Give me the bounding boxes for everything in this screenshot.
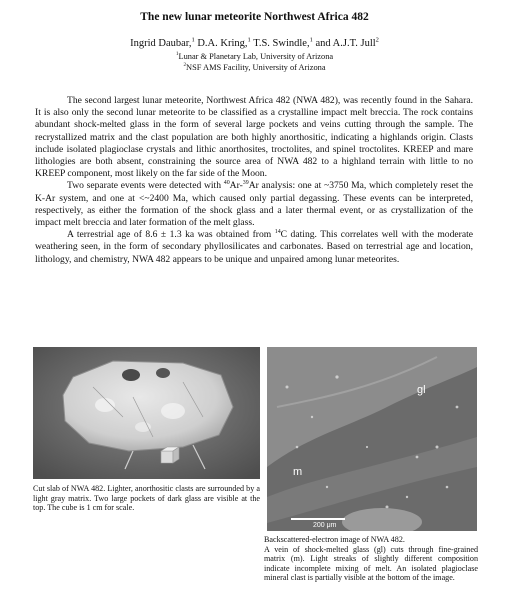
figure-1-caption: Cut slab of NWA 482. Lighter, anorthositic clasts are surrounded by a light gray matrix. Two large pockets of dark glass are visible at the top. The cube is 1 cm for scale. <box>33 484 260 513</box>
figure-1-slab-photo <box>33 347 260 479</box>
affiliation-text: NSF AMS Facility, University of Arizona <box>186 63 326 72</box>
affiliation-mark: 2 <box>183 62 187 69</box>
author-name: and A.J.T. Jull <box>312 38 376 49</box>
isotope-mass: 40 <box>223 180 230 187</box>
author-name: Ingrid Daubar, <box>130 38 192 49</box>
author-name: T.S. Swindle, <box>250 38 310 49</box>
label-gl: gl <box>417 384 426 396</box>
affiliation-mark: 1 <box>175 51 179 58</box>
figure-2-caption-title: Backscattered-electron image of NWA 482. <box>264 535 405 544</box>
paragraph-text: Ar- <box>229 180 243 192</box>
isotope-mass: 14 <box>274 229 281 236</box>
paragraph-2 <box>35 180 473 229</box>
author-affiliation-mark: 1 <box>191 36 195 44</box>
paragraph-text: Two separate events were detected with <box>67 180 224 192</box>
slab-photo-image <box>33 347 260 479</box>
abstract-body <box>35 95 473 266</box>
paragraph-3 <box>35 229 473 266</box>
paragraph-text: A terrestrial age of 8.6 ± 1.3 ka was obtained from <box>67 229 275 241</box>
figure-2-bse-image <box>267 347 477 531</box>
paragraph-text: Ar analysis: one at ~3750 Ma, which completely reset the K-Ar system, and one at <~2400 Ma, which caused only partial degassing. These events can be interpreted, respectively, as either the formation of the shock glass and a later thermal event, or as crystallization of the impact melt breccia and later formation of the melt glass. <box>35 180 473 229</box>
figure-2-caption-text: A vein of shock-melted glass (gl) cuts through fine-grained matrix (m). Light streaks of slightly different composition indicate incomplete mixing of melt. An isolated plagioclase mineral clast is partially visible at the bottom of the image. <box>264 544 478 583</box>
figure-2-caption <box>264 535 478 583</box>
paragraph-1: The second largest lunar meteorite, Northwest Africa 482 (NWA 482), was recently found in the Sahara. It is also only the second lunar meteorite to be classified as a crystalline impact melt breccia. The rock contains abundant shock-melted glass in the form of several large pockets and veins cutting through the sample. The recrystallized matrix and the clast population are both highly anorthositic, indicating a highlands origin. Clasts include isolated plagioclase crystals and lithic anorthosites, troctolites, and spinel troctolites. KREEP and mare lithologies are both absent, constraining the source area of NWA 482 to a highland terrain with little to no KREEP component, most likely on the far side of the Moon. <box>35 95 473 180</box>
bse-image <box>267 347 477 531</box>
affiliation-2 <box>0 63 509 72</box>
label-m: m <box>293 466 303 478</box>
author-affiliation-mark: 1 <box>309 36 313 44</box>
isotope-mass: 39 <box>242 180 249 187</box>
scale-bar-label: 200 μm <box>313 522 337 529</box>
author-list <box>0 38 509 49</box>
paragraph-text: C dating. This correlates well with the moderate weathering seen, in the form of secondary phyllosilicates and carbonates. Based on terrestrial age and location, lithology, and chemistry, NWA 482 appears to be unique and unpaired among lunar meteorites. <box>35 229 474 265</box>
affiliation-text: Lunar & Planetary Lab, University of Arizona <box>178 52 334 61</box>
author-affiliation-mark: 1 <box>247 36 251 44</box>
affiliation-1 <box>0 52 509 61</box>
paper-title: The new lunar meteorite Northwest Africa 482 <box>140 11 369 23</box>
author-affiliation-mark: 2 <box>375 36 379 44</box>
author-name: D.A. Kring, <box>194 38 248 49</box>
